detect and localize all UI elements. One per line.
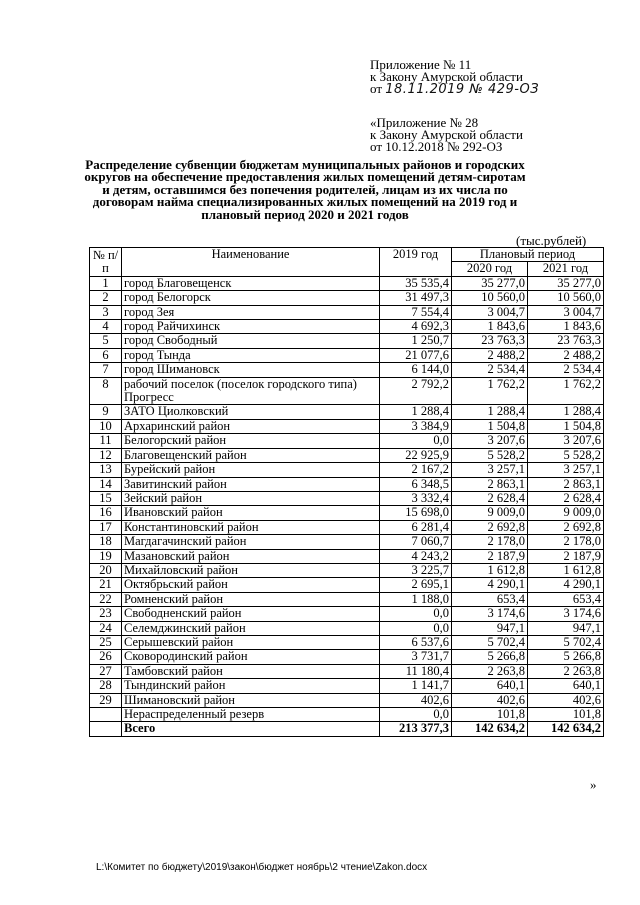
row-value-2019: 2 792,2 [380,377,452,405]
table-row [90,635,604,649]
row-value-2020: 23 763,3 [452,334,528,348]
row-value-2021: 142 634,2 [528,722,604,736]
table-row [90,650,604,664]
table-row [90,607,604,621]
appendix-11-header [370,59,539,96]
row-number: 23 [90,607,122,621]
row-value-2021: 2 263,8 [528,664,604,678]
row-name: город Райчихинск [122,320,380,334]
row-value-2020: 2 534,4 [452,363,528,377]
row-number: 21 [90,578,122,592]
row-value-2019: 31 497,3 [380,291,452,305]
header-num: № п/п [90,248,122,277]
appendix-11-number: Приложение № 11 [370,57,472,72]
table-row [90,363,604,377]
row-number: 10 [90,419,122,433]
row-value-2021: 2 488,2 [528,348,604,362]
row-name: Тындинский район [122,679,380,693]
row-value-2019: 1 188,0 [380,592,452,606]
row-value-2020: 947,1 [452,621,528,635]
units-label: (тыс.рублей) [516,233,587,248]
row-number: 3 [90,305,122,319]
row-name: Свободненский район [122,607,380,621]
row-value-2019: 6 537,6 [380,635,452,649]
row-number: 14 [90,477,122,491]
row-number: 15 [90,491,122,505]
row-value-2019: 6 281,4 [380,520,452,534]
row-value-2020: 1 288,4 [452,405,528,419]
row-number: 22 [90,592,122,606]
row-number: 18 [90,535,122,549]
row-name: Завитинский район [122,477,380,491]
row-number: 8 [90,377,122,405]
row-value-2021: 2 178,0 [528,535,604,549]
row-name: город Тында [122,348,380,362]
row-value-2021: 1 288,4 [528,405,604,419]
row-value-2021: 402,6 [528,693,604,707]
table-row [90,320,604,334]
row-value-2019: 3 225,7 [380,563,452,577]
table-body [90,276,604,736]
appendix-28-law: к Закону Амурской области [370,127,523,142]
row-name: Нераспределенный резерв [122,708,380,722]
table-row [90,621,604,635]
row-name: Михайловский район [122,563,380,577]
appendix-28-header [370,117,523,153]
row-value-2020: 2 488,2 [452,348,528,362]
table-row [90,506,604,520]
table-row [90,334,604,348]
row-value-2021: 640,1 [528,679,604,693]
table-row [90,448,604,462]
row-name: Октябрьский район [122,578,380,592]
row-value-2020: 3 004,7 [452,305,528,319]
row-value-2020: 5 266,8 [452,650,528,664]
row-name: Сковородинский район [122,650,380,664]
row-value-2020: 3 207,6 [452,434,528,448]
row-value-2021: 2 628,4 [528,491,604,505]
table-row [90,305,604,319]
appendix-11-date-prefix: от [370,81,383,96]
row-value-2021: 4 290,1 [528,578,604,592]
row-value-2020: 2 692,8 [452,520,528,534]
row-value-2019: 2 695,1 [380,578,452,592]
table-row [90,419,604,433]
row-value-2019: 2 167,2 [380,463,452,477]
row-value-2021: 2 187,9 [528,549,604,563]
row-value-2019: 1 288,4 [380,405,452,419]
row-value-2019: 11 180,4 [380,664,452,678]
row-value-2019: 4 692,3 [380,320,452,334]
row-name: Мазановский район [122,549,380,563]
row-value-2019: 15 698,0 [380,506,452,520]
row-number: 13 [90,463,122,477]
row-value-2021: 2 534,4 [528,363,604,377]
row-value-2019: 3 384,9 [380,419,452,433]
row-value-2020: 4 290,1 [452,578,528,592]
row-value-2020: 653,4 [452,592,528,606]
table-row [90,549,604,563]
row-value-2021: 5 266,8 [528,650,604,664]
row-value-2020: 2 628,4 [452,491,528,505]
row-name: город Белогорск [122,291,380,305]
row-number: 16 [90,506,122,520]
row-name: ЗАТО Циолковский [122,405,380,419]
row-name: Белогорский район [122,434,380,448]
row-value-2019: 22 925,9 [380,448,452,462]
row-name: Всего [122,722,380,736]
row-name: Серышевский район [122,635,380,649]
row-name: Шимановский район [122,693,380,707]
row-value-2019: 0,0 [380,434,452,448]
row-value-2021: 947,1 [528,621,604,635]
row-value-2021: 1 504,8 [528,419,604,433]
footer-file-path: L:\Комитет по бюджету\2019\закон\бюджет ноябрь\2 чтение\Zakon.docx [96,862,428,873]
table-row [90,477,604,491]
row-value-2020: 2 178,0 [452,535,528,549]
row-value-2020: 101,8 [452,708,528,722]
row-value-2019: 3 731,7 [380,650,452,664]
row-number: 9 [90,405,122,419]
row-name: город Шимановск [122,363,380,377]
row-value-2020: 10 560,0 [452,291,528,305]
table-row [90,578,604,592]
row-name: Бурейский район [122,463,380,477]
row-value-2021: 3 174,6 [528,607,604,621]
row-value-2021: 5 528,2 [528,448,604,462]
row-name: город Благовещенск [122,276,380,290]
row-value-2020: 35 277,0 [452,276,528,290]
row-value-2020: 142 634,2 [452,722,528,736]
row-number: 25 [90,635,122,649]
appendix-28-number: «Приложение № 28 [370,115,479,130]
appendix-11-date [370,83,539,96]
row-name: Благовещенский район [122,448,380,462]
row-value-2021: 5 702,4 [528,635,604,649]
row-number: 1 [90,276,122,290]
row-value-2020: 5 528,2 [452,448,528,462]
row-name: город Свободный [122,334,380,348]
row-number: 12 [90,448,122,462]
row-number: 2 [90,291,122,305]
row-value-2021: 2 863,1 [528,477,604,491]
document-title: Распределение субвенции бюджетам муниципальных районов и городских округов на обеспечение предоставления жилых помещений детям-сиротам и детям, оставшимся без попечения родителей, лицам из их числа по договорам найма специализированных жилых помещений на 2019 год и плановый период 2020 и 2021 годов [84,157,526,222]
appendix-28-date: от 10.12.2018 № 292-ОЗ [370,139,503,154]
table-row [90,377,604,405]
row-value-2020: 9 009,0 [452,506,528,520]
row-value-2021: 10 560,0 [528,291,604,305]
table-row [90,708,604,722]
row-name: Тамбовский район [122,664,380,678]
row-number: 27 [90,664,122,678]
row-number: 29 [90,693,122,707]
row-value-2020: 1 612,8 [452,563,528,577]
table-row [90,679,604,693]
row-value-2020: 1 762,2 [452,377,528,405]
row-value-2019: 6 348,5 [380,477,452,491]
row-value-2021: 3 257,1 [528,463,604,477]
row-value-2019: 1 141,7 [380,679,452,693]
header-2019: 2019 год [380,248,452,277]
row-value-2020: 2 187,9 [452,549,528,563]
row-name: Ивановский район [122,506,380,520]
row-number: 11 [90,434,122,448]
row-name: рабочий поселок (поселок городского типа) Прогресс [122,377,380,405]
row-value-2019: 213 377,3 [380,722,452,736]
table-row [90,434,604,448]
row-name: Селемджинский район [122,621,380,635]
appendix-11-law: к Закону Амурской области [370,69,523,84]
table-row [90,491,604,505]
row-value-2019: 402,6 [380,693,452,707]
table-row [90,405,604,419]
closing-quote: » [590,777,597,792]
row-value-2021: 1 612,8 [528,563,604,577]
row-number: 24 [90,621,122,635]
row-number: 19 [90,549,122,563]
row-number: 4 [90,320,122,334]
row-value-2020: 2 263,8 [452,664,528,678]
row-name: Ромненский район [122,592,380,606]
header-2021: 2021 год [528,262,604,276]
row-value-2020: 5 702,4 [452,635,528,649]
row-value-2021: 3 207,6 [528,434,604,448]
row-value-2019: 7 554,4 [380,305,452,319]
row-name: Архаринский район [122,419,380,433]
row-value-2021: 3 004,7 [528,305,604,319]
row-number: 28 [90,679,122,693]
row-value-2020: 2 863,1 [452,477,528,491]
row-name: Константиновский район [122,520,380,534]
row-value-2021: 1 843,6 [528,320,604,334]
row-value-2020: 1 843,6 [452,320,528,334]
row-value-2021: 1 762,2 [528,377,604,405]
row-value-2019: 0,0 [380,607,452,621]
row-value-2019: 35 535,4 [380,276,452,290]
row-value-2021: 9 009,0 [528,506,604,520]
row-value-2020: 3 257,1 [452,463,528,477]
row-number: 6 [90,348,122,362]
row-value-2020: 1 504,8 [452,419,528,433]
table-row [90,693,604,707]
table-row [90,348,604,362]
row-value-2019: 0,0 [380,708,452,722]
row-name: Магдагачинский район [122,535,380,549]
table-total-row [90,722,604,736]
table-row [90,592,604,606]
table-row [90,664,604,678]
row-name: Зейский район [122,491,380,505]
row-value-2020: 402,6 [452,693,528,707]
row-value-2021: 23 763,3 [528,334,604,348]
row-number: 7 [90,363,122,377]
row-number: 20 [90,563,122,577]
row-value-2019: 7 060,7 [380,535,452,549]
table-row [90,563,604,577]
row-value-2020: 640,1 [452,679,528,693]
row-number: 26 [90,650,122,664]
row-value-2019: 1 250,7 [380,334,452,348]
row-number: 17 [90,520,122,534]
header-2020: 2020 год [452,262,528,276]
row-value-2021: 101,8 [528,708,604,722]
header-plan-period: Плановый период [452,248,604,262]
handwritten-date: 18.11.2019 № 429-ОЗ [385,82,540,97]
table-row [90,535,604,549]
header-name: Наименование [122,248,380,277]
row-value-2021: 653,4 [528,592,604,606]
subvention-table [89,247,604,737]
row-value-2019: 21 077,6 [380,348,452,362]
table-row [90,291,604,305]
row-value-2019: 6 144,0 [380,363,452,377]
table-row [90,276,604,290]
table-row [90,463,604,477]
row-number [90,708,122,722]
row-number [90,722,122,736]
row-name: город Зея [122,305,380,319]
row-value-2021: 2 692,8 [528,520,604,534]
row-value-2019: 3 332,4 [380,491,452,505]
row-value-2019: 0,0 [380,621,452,635]
table-row [90,520,604,534]
row-number: 5 [90,334,122,348]
row-value-2020: 3 174,6 [452,607,528,621]
row-value-2019: 4 243,2 [380,549,452,563]
row-value-2021: 35 277,0 [528,276,604,290]
